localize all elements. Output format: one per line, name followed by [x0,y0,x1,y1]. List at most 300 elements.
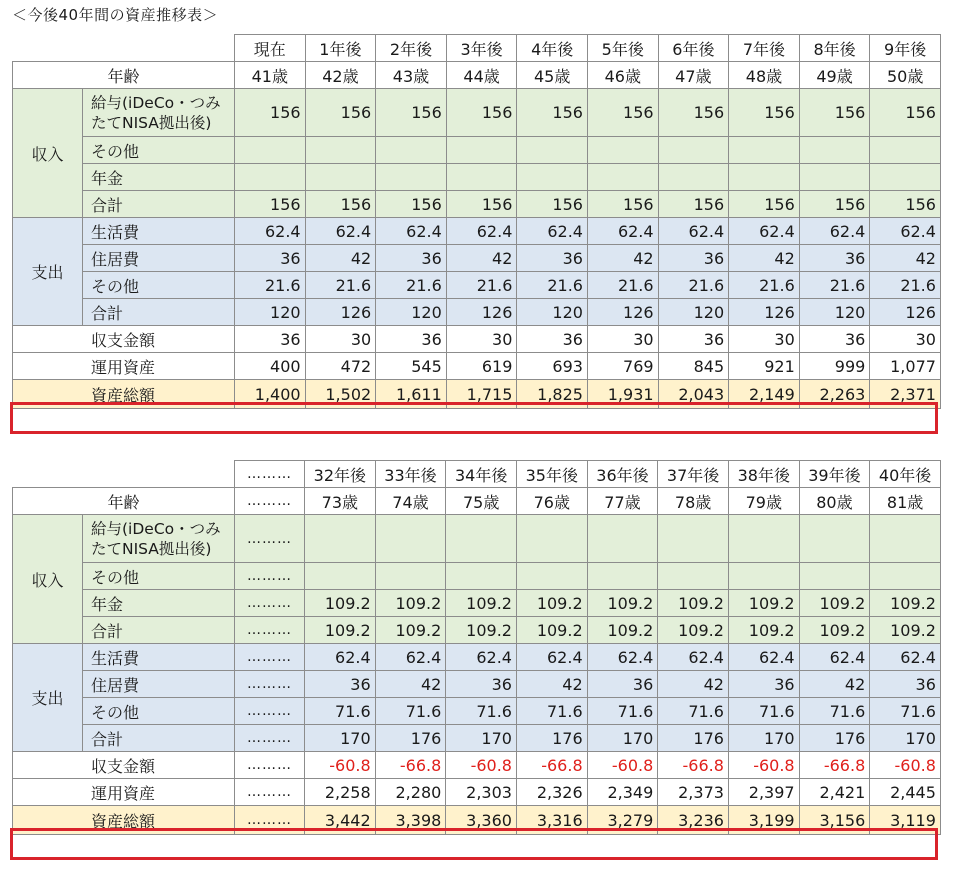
other_income-cell [799,563,870,590]
living-cell: 62.4 [658,218,729,245]
invest-cell: 2,373 [658,779,729,806]
housing-cell: 42 [375,671,446,698]
pension-label: 年金 [83,164,235,191]
invest-cell: 2,258 [305,779,376,806]
expense-group-label: 支出 [13,218,83,326]
balance-label: 収支金額 [13,752,235,779]
total-assets-row [13,806,941,835]
expense_total-cell: 120 [658,299,729,326]
salary-cell: 156 [235,89,306,137]
other_income-cell [870,563,941,590]
row-continuation-dots: ……… [235,617,305,644]
other_income-cell [799,137,870,164]
other_expense-cell: 71.6 [516,698,587,725]
salary-cell: 156 [305,89,376,137]
pension-label: 年金 [83,590,235,617]
expense_total-cell: 170 [728,725,799,752]
pension-cell: 109.2 [305,590,376,617]
age-label: 年齢 [13,488,235,515]
balance-cell: -66.8 [658,752,729,779]
year-header: 8年後 [799,35,870,62]
other_income-cell [305,563,376,590]
year-header: 現在 [235,35,306,62]
expense_total-cell: 126 [446,299,517,326]
assets-cell: 1,611 [376,380,447,409]
other_expense-cell: 71.6 [446,698,517,725]
age-cell: 44歳 [446,62,517,89]
balance-cell: 30 [446,326,517,353]
housing-cell: 42 [658,671,729,698]
other_income-cell [517,137,588,164]
assets-cell: 2,043 [658,380,729,409]
assets-cell: 1,931 [587,380,658,409]
invest-cell: 619 [446,353,517,380]
assets-cell: 1,400 [235,380,306,409]
invest-cell: 2,397 [728,779,799,806]
balance-cell: 30 [587,326,658,353]
other_expense-cell: 21.6 [587,272,658,299]
balance-cell: -66.8 [516,752,587,779]
year-header: 7年後 [729,35,800,62]
balance-cell: 36 [376,326,447,353]
expense-total-row [13,725,941,752]
row-continuation-dots: ……… [235,515,305,563]
housing-cell: 42 [729,245,800,272]
assets-cell: 2,263 [799,380,870,409]
expense_total-cell: 170 [870,725,941,752]
living-cell: 62.4 [517,218,588,245]
pension-cell: 109.2 [799,590,870,617]
age-cell: 45歳 [517,62,588,89]
income-group-label: 収入 [13,89,83,218]
pension-cell: 109.2 [516,590,587,617]
expense_total-cell: 120 [799,299,870,326]
income_total-cell: 156 [799,191,870,218]
pension-cell [376,164,447,191]
other-income-row [13,563,941,590]
age-cell: 43歳 [376,62,447,89]
row-continuation-dots: ……… [235,671,305,698]
income-total-label: 合計 [83,617,235,644]
pension-cell [446,164,517,191]
other_income-cell [305,137,376,164]
housing-cell: 36 [517,245,588,272]
total-assets-label: 資産総額 [13,380,235,409]
balance-cell: -60.8 [587,752,658,779]
pension-cell [658,164,729,191]
year-header: 4年後 [517,35,588,62]
housing-cell: 36 [235,245,306,272]
income_total-cell: 156 [870,191,941,218]
income_total-cell: 156 [517,191,588,218]
balance-cell: -60.8 [305,752,376,779]
pension-row [13,164,941,191]
age-cell: 49歳 [799,62,870,89]
expense_total-cell: 120 [376,299,447,326]
expense_total-cell: 126 [587,299,658,326]
other_income-cell [729,137,800,164]
housing-cell: 36 [446,671,517,698]
income_total-cell: 109.2 [658,617,729,644]
income_total-cell: 156 [235,191,306,218]
salary-cell: 156 [870,89,941,137]
balance-cell: 36 [517,326,588,353]
living-cell: 62.4 [235,218,306,245]
table-title: ＜今後40年間の資産推移表＞ [12,6,219,24]
age-cell: 50歳 [870,62,941,89]
other-expense-label: その他 [83,698,235,725]
age-row [13,488,941,515]
other_expense-cell: 21.6 [729,272,800,299]
invest-cell: 921 [729,353,800,380]
income_total-cell: 109.2 [587,617,658,644]
income_total-cell: 156 [376,191,447,218]
asset-table-years-32-40 [12,460,941,835]
other_expense-cell: 21.6 [658,272,729,299]
living-cell: 62.4 [658,644,729,671]
living-cell: 62.4 [799,644,870,671]
other_income-cell [658,137,729,164]
pension-cell [587,164,658,191]
income-total-row [13,191,941,218]
living-row [13,218,941,245]
income_total-cell: 109.2 [799,617,870,644]
year-header: 5年後 [587,35,658,62]
housing-cell: 42 [587,245,658,272]
year-header: 3年後 [446,35,517,62]
other_income-cell [658,563,729,590]
income_total-cell: 109.2 [870,617,941,644]
living-row [13,644,941,671]
other_income-cell [446,563,517,590]
income_total-cell: 156 [587,191,658,218]
age-row [13,62,941,89]
year-header: 35年後 [516,461,587,488]
balance-cell: 30 [729,326,800,353]
assets-cell: 1,825 [517,380,588,409]
salary-cell: 156 [376,89,447,137]
total-assets-label: 資産総額 [13,806,235,835]
invest-cell: 472 [305,353,376,380]
other_expense-cell: 71.6 [305,698,376,725]
age-cell: 73歳 [305,488,376,515]
invest-cell: 2,280 [375,779,446,806]
housing-cell: 36 [587,671,658,698]
invest-cell: 2,349 [587,779,658,806]
other-expense-row [13,272,941,299]
housing-cell: 42 [446,245,517,272]
year-header: 33年後 [375,461,446,488]
row-continuation-dots: ……… [235,590,305,617]
salary-label: 給与(iDeCo・つみたてNISA拠出後) [83,89,235,137]
balance-cell: -66.8 [375,752,446,779]
age-label: 年齢 [13,62,235,89]
income_total-cell: 109.2 [516,617,587,644]
assets-cell: 3,199 [728,806,799,835]
invest-label: 運用資産 [13,353,235,380]
living-cell: 62.4 [305,218,376,245]
expense_total-cell: 176 [516,725,587,752]
expense_total-cell: 126 [870,299,941,326]
pension-cell [517,164,588,191]
year-header: 34年後 [446,461,517,488]
year-header: 6年後 [658,35,729,62]
pension-cell: 109.2 [446,590,517,617]
other_expense-cell: 71.6 [587,698,658,725]
pension-cell: 109.2 [728,590,799,617]
other_expense-cell: 71.6 [728,698,799,725]
year-header: 39年後 [799,461,870,488]
age-cell: 41歳 [235,62,306,89]
income_total-cell: 156 [446,191,517,218]
other-income-label: その他 [83,563,235,590]
assets-cell: 3,156 [799,806,870,835]
other_expense-cell: 21.6 [376,272,447,299]
other_income-cell [587,137,658,164]
pension-cell: 109.2 [375,590,446,617]
year-header: 40年後 [870,461,941,488]
balance-row [13,326,941,353]
living-cell: 62.4 [305,644,376,671]
year-header-row [13,35,941,62]
invest-cell: 545 [376,353,447,380]
age-cell: 75歳 [446,488,517,515]
invest-label: 運用資産 [13,779,235,806]
housing-cell: 36 [658,245,729,272]
age-cell: 76歳 [516,488,587,515]
housing-label: 住居費 [83,671,235,698]
balance-cell: -60.8 [728,752,799,779]
row-continuation-dots: ……… [235,779,305,806]
other_expense-cell: 21.6 [517,272,588,299]
year-header: 38年後 [728,461,799,488]
pension-cell [305,164,376,191]
expense_total-cell: 170 [587,725,658,752]
age-cell: 74歳 [375,488,446,515]
other_income-cell [375,563,446,590]
pension-cell [729,164,800,191]
age-cell: 81歳 [870,488,941,515]
expense_total-cell: 176 [658,725,729,752]
row-continuation-dots: ……… [235,644,305,671]
pension-cell [235,164,306,191]
housing-label: 住居費 [83,245,235,272]
other_expense-cell: 21.6 [870,272,941,299]
expense_total-cell: 170 [446,725,517,752]
living-cell: 62.4 [870,218,941,245]
balance-cell: -66.8 [799,752,870,779]
other_income-cell [728,563,799,590]
year-header-row [13,461,941,488]
pension-cell: 109.2 [658,590,729,617]
expense-total-row [13,299,941,326]
salary-cell [728,515,799,563]
salary-cell [375,515,446,563]
salary-cell: 156 [799,89,870,137]
assets-cell: 3,360 [446,806,517,835]
assets-cell: 1,715 [446,380,517,409]
invest-cell: 2,326 [516,779,587,806]
age-cell: 46歳 [587,62,658,89]
income_total-cell: 109.2 [446,617,517,644]
income_total-cell: 156 [658,191,729,218]
salary-cell [799,515,870,563]
living-cell: 62.4 [728,644,799,671]
invest-cell: 845 [658,353,729,380]
living-cell: 62.4 [587,644,658,671]
assets-cell: 3,236 [658,806,729,835]
total-assets-row [13,380,941,409]
row-continuation-dots: ……… [235,461,305,488]
salary-cell [870,515,941,563]
other_expense-cell: 71.6 [870,698,941,725]
housing-cell: 36 [870,671,941,698]
year-header: 2年後 [376,35,447,62]
expense-total-label: 合計 [83,725,235,752]
balance-row [13,752,941,779]
pension-cell [870,164,941,191]
expense_total-cell: 176 [375,725,446,752]
invest-row [13,353,941,380]
other_income-cell [870,137,941,164]
balance-cell: -60.8 [870,752,941,779]
living-cell: 62.4 [870,644,941,671]
other_income-cell [446,137,517,164]
housing-cell: 42 [516,671,587,698]
living-label: 生活費 [83,644,235,671]
invest-cell: 2,421 [799,779,870,806]
age-cell: 48歳 [729,62,800,89]
housing-cell: 36 [376,245,447,272]
income-group-label: 収入 [13,515,83,644]
invest-cell: 693 [517,353,588,380]
year-header: 32年後 [305,461,376,488]
housing-row [13,671,941,698]
income_total-cell: 109.2 [375,617,446,644]
living-cell: 62.4 [729,218,800,245]
assets-cell: 1,502 [305,380,376,409]
housing-cell: 42 [870,245,941,272]
balance-cell: -60.8 [446,752,517,779]
housing-cell: 42 [799,671,870,698]
living-cell: 62.4 [516,644,587,671]
row-continuation-dots: ……… [235,698,305,725]
invest-cell: 999 [799,353,870,380]
expense_total-cell: 126 [729,299,800,326]
housing-cell: 36 [728,671,799,698]
other_income-cell [235,137,306,164]
income_total-cell: 109.2 [728,617,799,644]
other-income-label: その他 [83,137,235,164]
invest-cell: 2,445 [870,779,941,806]
age-cell: 47歳 [658,62,729,89]
other_income-cell [587,563,658,590]
assets-cell: 3,279 [587,806,658,835]
row-continuation-dots: ……… [235,563,305,590]
income_total-cell: 109.2 [305,617,376,644]
expense_total-cell: 176 [799,725,870,752]
balance-cell: 30 [305,326,376,353]
assets-cell: 3,119 [870,806,941,835]
invest-cell: 400 [235,353,306,380]
other-expense-label: その他 [83,272,235,299]
salary-cell [587,515,658,563]
age-cell: 77歳 [587,488,658,515]
blank-corner [13,35,235,62]
pension-row [13,590,941,617]
housing-row [13,245,941,272]
age-cell: 80歳 [799,488,870,515]
row-continuation-dots: ……… [235,752,305,779]
blank-corner [13,461,235,488]
year-header: 36年後 [587,461,658,488]
other_expense-cell: 71.6 [799,698,870,725]
salary-cell: 156 [729,89,800,137]
invest-cell: 1,077 [870,353,941,380]
expense_total-cell: 120 [235,299,306,326]
other_income-cell [516,563,587,590]
balance-label: 収支金額 [13,326,235,353]
living-cell: 62.4 [376,218,447,245]
expense-group-label: 支出 [13,644,83,752]
assets-cell: 3,442 [305,806,376,835]
balance-cell: 36 [799,326,870,353]
salary-label: 給与(iDeCo・つみたてNISA拠出後) [83,515,235,563]
living-cell: 62.4 [446,644,517,671]
income-total-label: 合計 [83,191,235,218]
housing-cell: 36 [799,245,870,272]
assets-cell: 2,371 [870,380,941,409]
expense-total-label: 合計 [83,299,235,326]
age-cell: 78歳 [658,488,729,515]
pension-cell [799,164,870,191]
income_total-cell: 156 [729,191,800,218]
living-cell: 62.4 [587,218,658,245]
other-expense-row [13,698,941,725]
salary-cell [305,515,376,563]
balance-cell: 36 [235,326,306,353]
row-continuation-dots: ……… [235,725,305,752]
other_expense-cell: 71.6 [375,698,446,725]
housing-cell: 42 [305,245,376,272]
salary-cell: 156 [517,89,588,137]
row-continuation-dots: ……… [235,806,305,835]
expense_total-cell: 126 [305,299,376,326]
assets-cell: 3,398 [375,806,446,835]
invest-cell: 769 [587,353,658,380]
pension-cell: 109.2 [587,590,658,617]
age-cell: 79歳 [728,488,799,515]
year-header: 37年後 [658,461,729,488]
living-cell: 62.4 [799,218,870,245]
other-income-row [13,137,941,164]
balance-cell: 30 [870,326,941,353]
salary-cell [658,515,729,563]
salary-cell [516,515,587,563]
year-header: 9年後 [870,35,941,62]
salary-cell [446,515,517,563]
other_expense-cell: 21.6 [799,272,870,299]
living-cell: 62.4 [375,644,446,671]
assets-cell: 2,149 [729,380,800,409]
other_expense-cell: 21.6 [305,272,376,299]
income_total-cell: 156 [305,191,376,218]
assets-cell: 3,316 [516,806,587,835]
salary-cell: 156 [658,89,729,137]
invest-row [13,779,941,806]
salary-row [13,515,941,563]
living-label: 生活費 [83,218,235,245]
